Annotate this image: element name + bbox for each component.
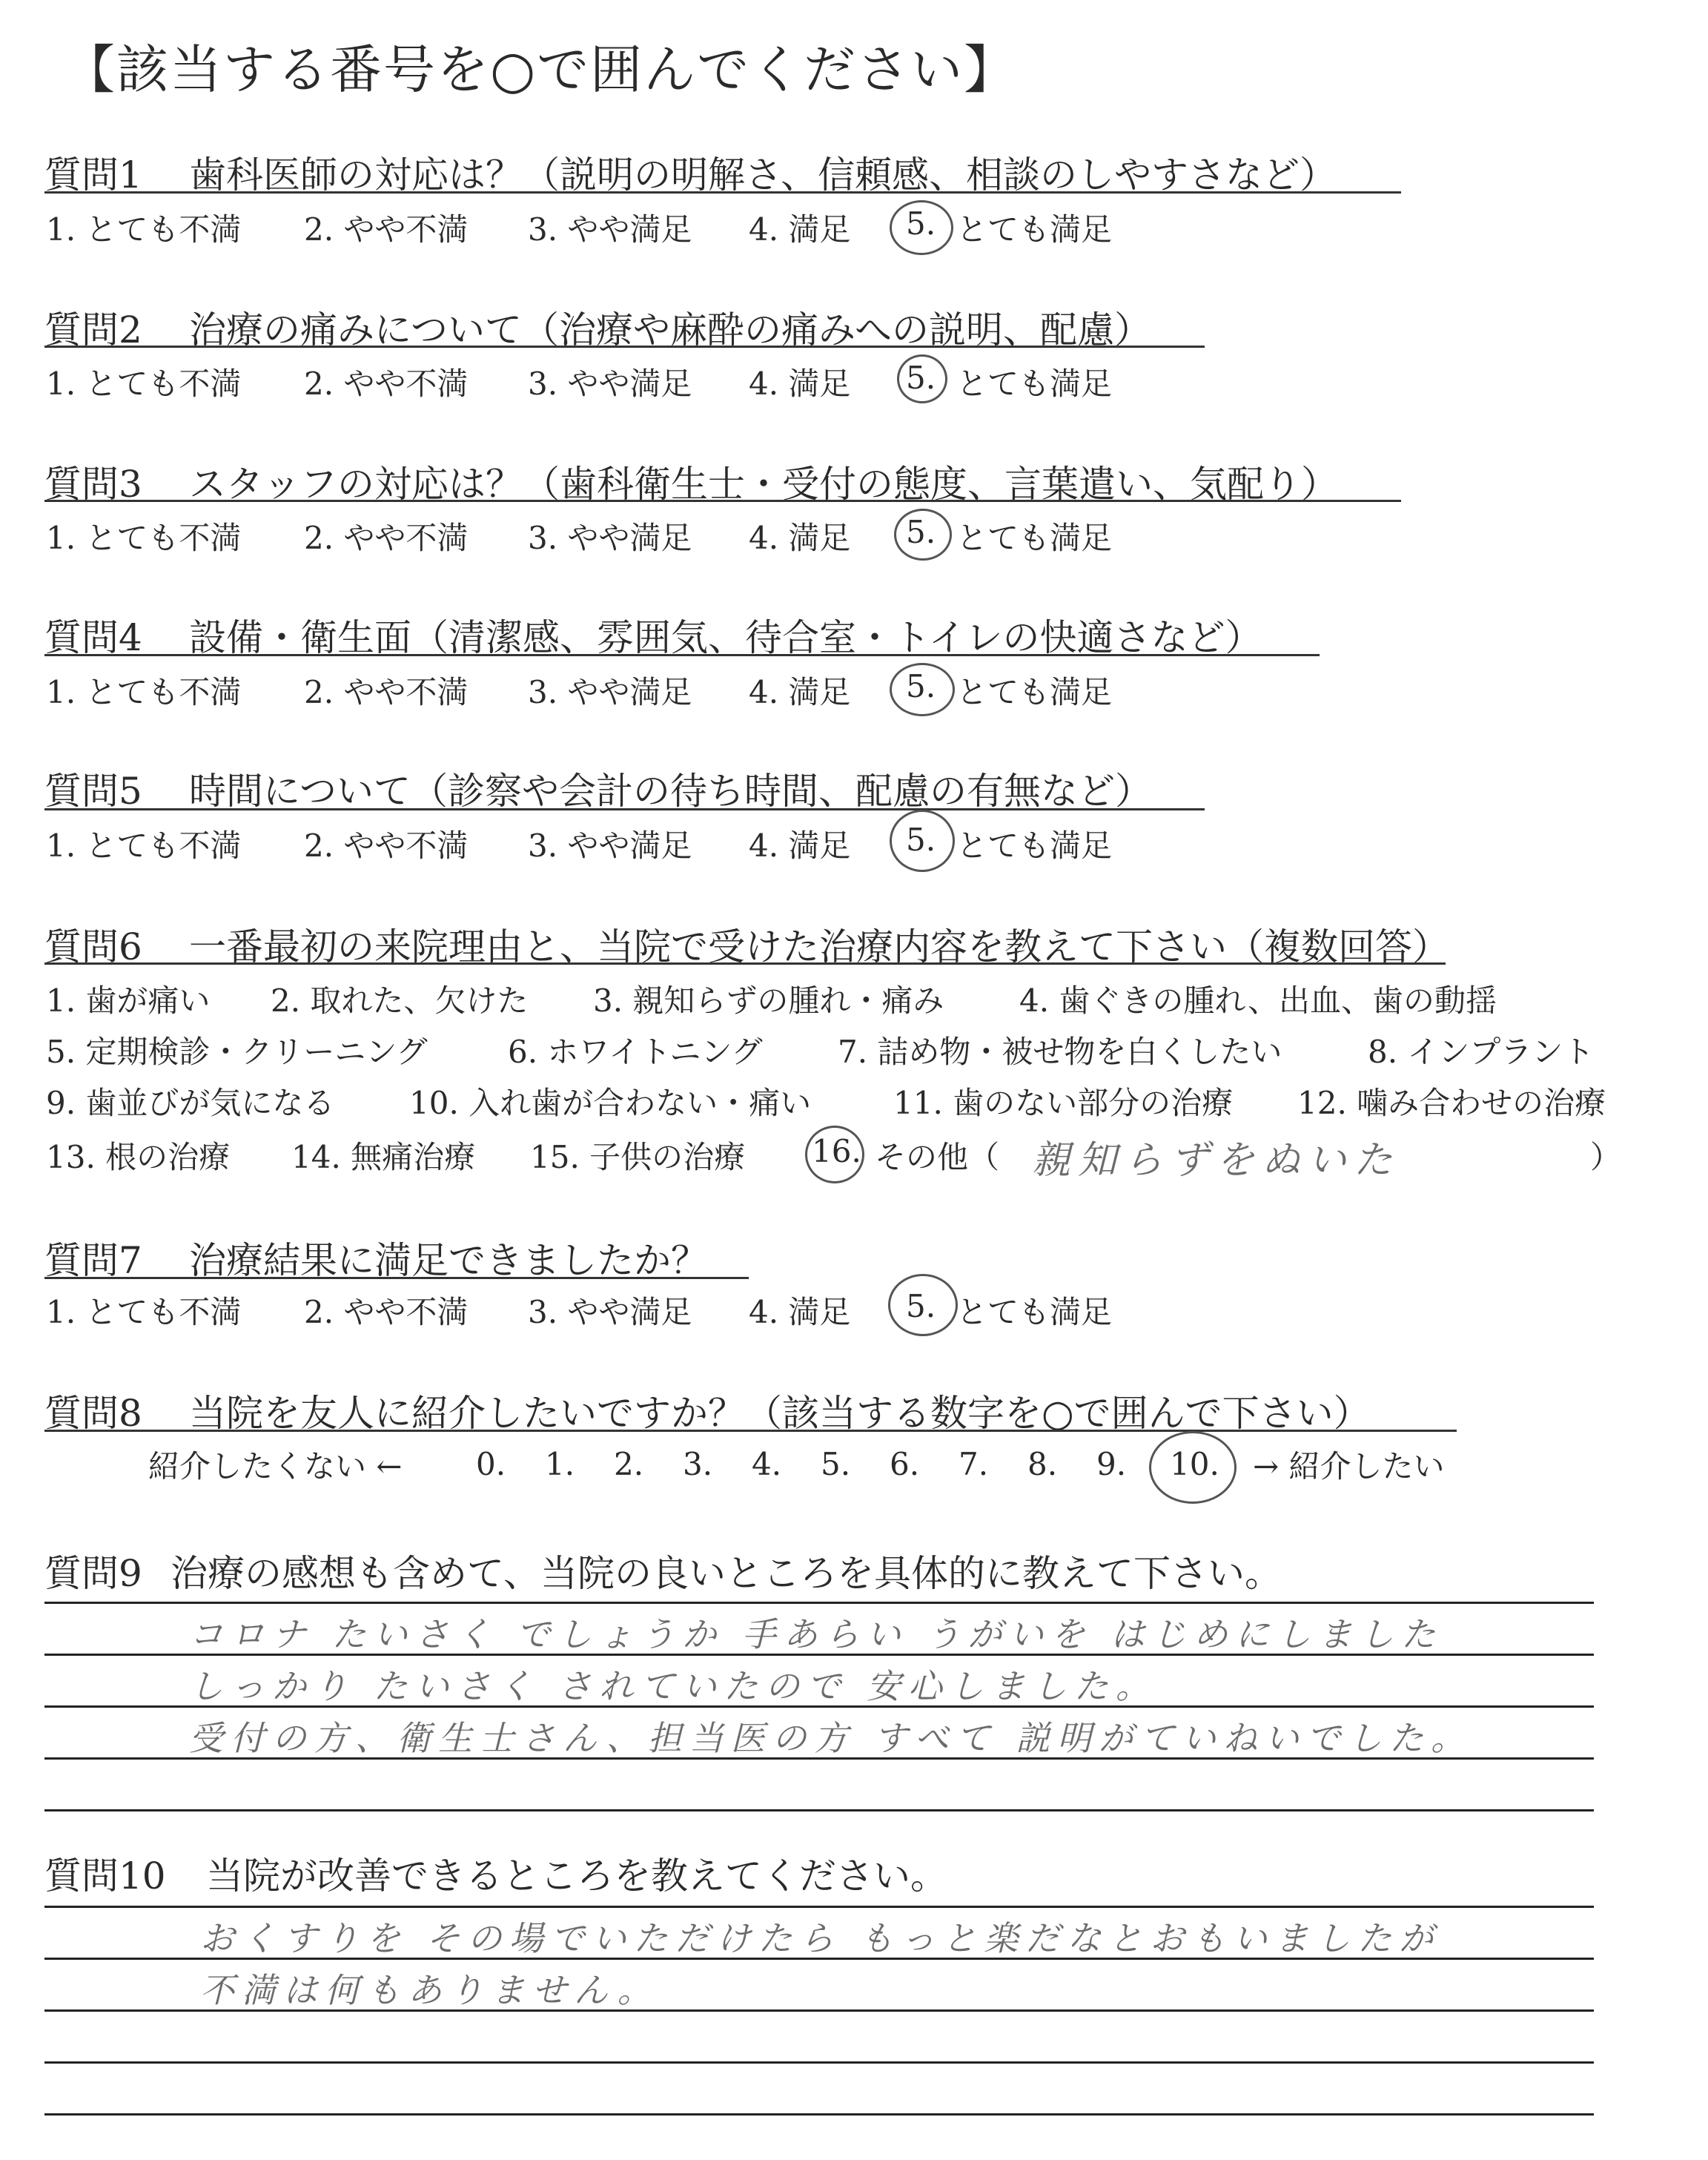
- q7-text: 治療結果に満足できましたか？: [189, 1239, 708, 1282]
- q1-opt3[interactable]: 3. やや満足: [528, 211, 692, 248]
- q5-label: 質問5: [44, 770, 142, 813]
- q6-opt11[interactable]: 11. 歯のない部分の治療: [893, 1085, 1234, 1121]
- q6-opt3[interactable]: 3. 親知らずの腫れ・痛み: [593, 982, 944, 1019]
- q6-opt5[interactable]: 5. 定期検診・クリーニング: [46, 1034, 428, 1070]
- q1-underline: [44, 191, 1401, 194]
- q7-label: 質問7: [44, 1239, 142, 1282]
- q6-opt9[interactable]: 9. 歯並びが気になる: [46, 1085, 335, 1121]
- q6-other-close: ）: [1590, 1139, 1622, 1175]
- q7-opt5[interactable]: 5.: [906, 1288, 936, 1324]
- q8-num-10[interactable]: 10.: [1170, 1446, 1219, 1482]
- q7-selection-circle: [888, 1274, 958, 1336]
- q9-answer-line-1: [44, 1602, 1594, 1604]
- q6-opt12[interactable]: 12. 噛み合わせの治療: [1297, 1085, 1606, 1121]
- q7-underline: [44, 1277, 749, 1279]
- q3-opt4[interactable]: 4. 満足: [749, 520, 851, 556]
- q4-opt3[interactable]: 3. やや満足: [528, 674, 692, 710]
- q5-text: 時間について（診察や会計の待ち時間、配慮の有無など）: [189, 770, 1152, 813]
- q4-opt2[interactable]: 2. やや不満: [304, 674, 469, 710]
- q4-opt1[interactable]: 1. とても不満: [46, 674, 242, 710]
- q8-label: 質問8: [44, 1392, 142, 1435]
- q3-opt2[interactable]: 2. やや不満: [304, 520, 469, 556]
- q1-selection-circle: [890, 200, 953, 255]
- q8-num-3[interactable]: 3.: [683, 1446, 713, 1482]
- q4-text: 設備・衛生面（清潔感、雰囲気、待合室・トイレの快適さなど）: [189, 616, 1262, 659]
- q2-opt2[interactable]: 2. やや不満: [304, 366, 469, 402]
- q8-num-5[interactable]: 5.: [821, 1446, 851, 1482]
- q1-text: 歯科医師の対応は？（説明の明解さ、信頼感、相談のしやすさなど）: [189, 153, 1337, 196]
- q8-num-2[interactable]: 2.: [614, 1446, 644, 1482]
- q7-opt1[interactable]: 1. とても不満: [46, 1294, 242, 1330]
- q6-opt10[interactable]: 10. 入れ歯が合わない・痛い: [409, 1085, 812, 1121]
- q3-underline: [44, 500, 1401, 502]
- q8-right-anchor: → 紹介したい: [1253, 1448, 1445, 1484]
- q6-other-handwritten: 親知らずをぬいた: [1032, 1138, 1400, 1183]
- q8-num-6[interactable]: 6.: [890, 1446, 920, 1482]
- q10-answer-line-1: [44, 1906, 1594, 1908]
- q2-opt3[interactable]: 3. やや満足: [528, 366, 692, 402]
- q10-handwritten-line-2: 不満は何もありません。: [200, 1970, 659, 2010]
- q2-opt5-label: とても満足: [956, 366, 1113, 402]
- q9-label: 質問9: [44, 1552, 142, 1595]
- q4-selection-circle: [890, 663, 955, 716]
- q7-opt3[interactable]: 3. やや満足: [528, 1294, 692, 1330]
- q6-underline: [44, 962, 1446, 965]
- q6-other-label: その他（: [875, 1139, 1000, 1175]
- q5-opt5-label: とても満足: [956, 828, 1113, 864]
- q6-label: 質問6: [44, 925, 142, 968]
- q6-opt14[interactable]: 14. 無痛治療: [291, 1139, 476, 1175]
- q7-opt2[interactable]: 2. やや不満: [304, 1294, 469, 1330]
- q7-opt4[interactable]: 4. 満足: [749, 1294, 851, 1330]
- q6-opt16[interactable]: 16.: [812, 1133, 861, 1169]
- q3-opt3[interactable]: 3. やや満足: [528, 520, 692, 556]
- q6-opt6[interactable]: 6. ホワイトニング: [508, 1034, 763, 1070]
- q4-opt5[interactable]: 5.: [906, 668, 936, 704]
- q1-opt5-label: とても満足: [956, 211, 1113, 248]
- q10-text: 当院が改善できるところを教えてください。: [206, 1855, 947, 1898]
- q6-text: 一番最初の来院理由と、当院で受けた治療内容を教えて下さい（複数回答）: [189, 925, 1449, 968]
- q4-opt5-label: とても満足: [956, 674, 1113, 710]
- q8-left-anchor: 紹介したくない ←: [148, 1448, 403, 1484]
- q3-label: 質問3: [44, 463, 142, 506]
- q3-opt1[interactable]: 1. とても不満: [46, 520, 242, 556]
- q9-handwritten-line-3: 受付の方、衛生士さん、担当医の方 すべて 説明がていねいでした。: [189, 1718, 1473, 1758]
- q5-opt5[interactable]: 5.: [906, 822, 936, 858]
- q2-text: 治療の痛みについて（治療や麻酔の痛みへの説明、配慮）: [189, 308, 1151, 351]
- q1-opt5[interactable]: 5.: [906, 205, 936, 242]
- q2-opt1[interactable]: 1. とても不満: [46, 366, 242, 402]
- q6-opt13[interactable]: 13. 根の治療: [46, 1139, 231, 1175]
- q4-underline: [44, 654, 1320, 656]
- q6-opt1[interactable]: 1. 歯が痛い: [46, 982, 211, 1019]
- q1-opt1[interactable]: 1. とても不満: [46, 211, 242, 248]
- q5-opt1[interactable]: 1. とても不満: [46, 828, 242, 864]
- q8-num-8[interactable]: 8.: [1027, 1446, 1058, 1482]
- q6-opt7[interactable]: 7. 詰め物・被せ物を白くしたい: [838, 1034, 1282, 1070]
- q5-opt3[interactable]: 3. やや満足: [528, 828, 692, 864]
- q5-opt4[interactable]: 4. 満足: [749, 828, 851, 864]
- q10-label: 質問10: [44, 1855, 166, 1898]
- q7-opt5-label: とても満足: [956, 1294, 1113, 1330]
- q3-text: スタッフの対応は？（歯科衛生士・受付の態度、言葉遣い、気配り）: [189, 463, 1338, 506]
- q9-text: 治療の感想も含めて、当院の良いところを具体的に教えて下さい。: [171, 1552, 1282, 1595]
- q3-opt5-label: とても満足: [956, 520, 1113, 556]
- q4-label: 質問4: [44, 616, 142, 659]
- q6-opt8[interactable]: 8. インプラント: [1368, 1034, 1595, 1070]
- q8-num-7[interactable]: 7.: [959, 1446, 989, 1482]
- q10-answer-line-4: [44, 2061, 1594, 2064]
- q6-opt15[interactable]: 15. 子供の治療: [530, 1139, 746, 1175]
- q5-opt2[interactable]: 2. やや不満: [304, 828, 469, 864]
- q10-handwritten-line-1: おくすりを その場でいただけたら もっと楽だなとおもいましたが: [200, 1918, 1441, 1958]
- q6-selection-circle: [805, 1126, 864, 1183]
- q5-selection-circle: [890, 810, 955, 872]
- q9-handwritten-line-2: しっかり たいさく されていたので 安心しました。: [189, 1666, 1157, 1706]
- page-title: 【該当する番号を○で囲んでください】: [63, 39, 1018, 100]
- q8-text: 当院を友人に紹介したいですか？（該当する数字を○で囲んで下さい）: [189, 1392, 1371, 1435]
- q8-underline: [44, 1430, 1457, 1432]
- q1-opt4[interactable]: 4. 満足: [749, 211, 851, 248]
- q5-underline: [44, 808, 1205, 810]
- q2-opt5[interactable]: 5.: [906, 360, 936, 396]
- q3-selection-circle: [894, 509, 952, 561]
- q2-underline: [44, 346, 1205, 348]
- q2-opt4[interactable]: 4. 満足: [749, 366, 851, 402]
- q2-selection-circle: [897, 354, 947, 403]
- q4-opt4[interactable]: 4. 満足: [749, 674, 851, 710]
- q8-num-1[interactable]: 1.: [545, 1446, 575, 1482]
- q6-opt4[interactable]: 4. 歯ぐきの腫れ、出血、歯の動揺: [1019, 982, 1497, 1019]
- q8-num-4[interactable]: 4.: [752, 1446, 782, 1482]
- q9-answer-line-5: [44, 1809, 1594, 1811]
- q3-opt5[interactable]: 5.: [906, 514, 936, 550]
- q8-num-9[interactable]: 9.: [1096, 1446, 1127, 1482]
- q10-answer-line-5: [44, 2113, 1594, 2116]
- q8-selection-circle: [1149, 1431, 1237, 1504]
- q8-num-0[interactable]: 0.: [476, 1446, 506, 1482]
- q2-label: 質問2: [44, 308, 142, 351]
- q6-opt2[interactable]: 2. 取れた、欠けた: [271, 982, 529, 1019]
- q1-opt2[interactable]: 2. やや不満: [304, 211, 469, 248]
- q1-label: 質問1: [44, 153, 142, 196]
- q9-handwritten-line-1: コロナ たいさく でしょうか 手あらい うがいを はじめにしました: [189, 1614, 1443, 1654]
